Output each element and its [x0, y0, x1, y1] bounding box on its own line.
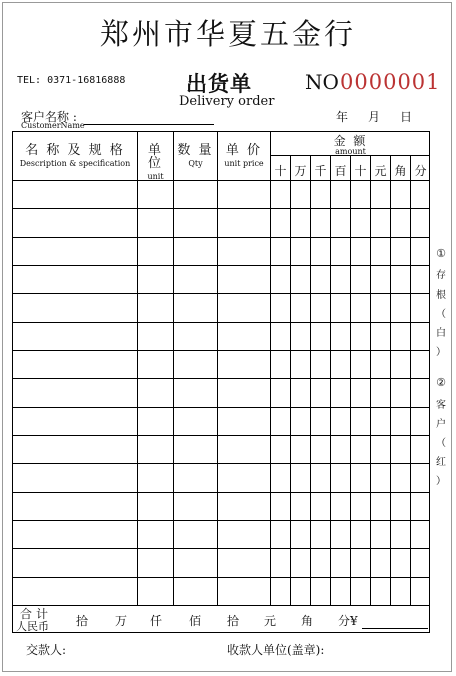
col-header-unit: [138, 144, 173, 181]
amount-unit-yuan-sign: 分¥: [338, 614, 358, 628]
copy1-char: 存: [436, 270, 446, 281]
number-prefix: NO: [305, 70, 339, 94]
receiver-label: 收款人单位(盖章):: [227, 643, 325, 657]
copy2-char: 客: [436, 400, 446, 411]
amount-unit: 元: [264, 614, 277, 628]
col-header-price-en: unit price: [224, 159, 264, 168]
col-header-price: [218, 144, 270, 168]
payer-label: 交款人:: [26, 643, 67, 657]
copy2-number: ②: [436, 376, 446, 389]
digit-header: 元: [374, 164, 387, 178]
copy2-char: （: [436, 438, 446, 449]
table-border: [13, 132, 430, 633]
digit-header: 角: [394, 164, 407, 178]
form-title: 出货单: [186, 71, 252, 96]
copy2-char: ）: [436, 476, 446, 487]
col-header-amount-cn: 金 额: [333, 134, 368, 148]
col-header-unit-en: unit: [147, 172, 164, 181]
col-header-unit-cn: 单 位: [147, 143, 163, 171]
amount-unit: 佰: [189, 614, 202, 628]
telephone: TEL: 0371-16816888: [17, 75, 126, 86]
digit-header: 分: [414, 164, 427, 178]
amount-unit: 角: [301, 614, 314, 628]
digit-header: 万: [294, 164, 307, 178]
col-header-amount: [271, 135, 430, 156]
col-header-qty-cn: 数 量: [177, 143, 214, 158]
copy1-char: 根: [436, 290, 446, 301]
col-header-description-en: Description & specification: [19, 159, 131, 168]
amount-unit: 拾: [76, 614, 89, 628]
col-header-qty-en: Qty: [188, 159, 203, 168]
rmb-label: 人民币: [16, 620, 49, 633]
form-number: 0000001: [340, 70, 441, 94]
customer-name-label-en: CustomerName: [21, 121, 85, 130]
date-year-label: 年: [336, 110, 349, 124]
copy1-char: 白: [436, 328, 446, 339]
total-label: 合计: [20, 607, 53, 621]
col-header-description: [14, 144, 136, 168]
amount-unit: 仟: [150, 614, 163, 628]
digit-header: 十: [274, 164, 287, 178]
date-month-label: 月: [368, 110, 381, 124]
amount-unit: 拾: [227, 614, 240, 628]
company-name: 郑州市华夏五金行: [99, 17, 356, 51]
digit-header: 千: [314, 164, 327, 178]
total-amount-field[interactable]: [362, 628, 428, 629]
copy1-char: ）: [436, 347, 446, 358]
col-header-qty: [174, 144, 217, 168]
amount-unit: 万: [115, 614, 128, 628]
form-subtitle: Delivery order: [179, 94, 275, 109]
copy2-char: 户: [436, 419, 446, 430]
digit-header: 十: [354, 164, 367, 178]
copy1-char: （: [436, 309, 446, 320]
col-header-description-cn: 名 称 及 规 格: [25, 143, 125, 158]
col-header-amount-en: amount: [335, 147, 366, 156]
customer-name-label: 客户名称 :: [21, 110, 77, 124]
copy2-char: 红: [436, 457, 446, 468]
col-header-price-cn: 单 价: [225, 143, 263, 158]
digit-header: 百: [334, 164, 347, 178]
date-day-label: 日: [400, 110, 413, 124]
copy1-number: ①: [436, 247, 446, 260]
